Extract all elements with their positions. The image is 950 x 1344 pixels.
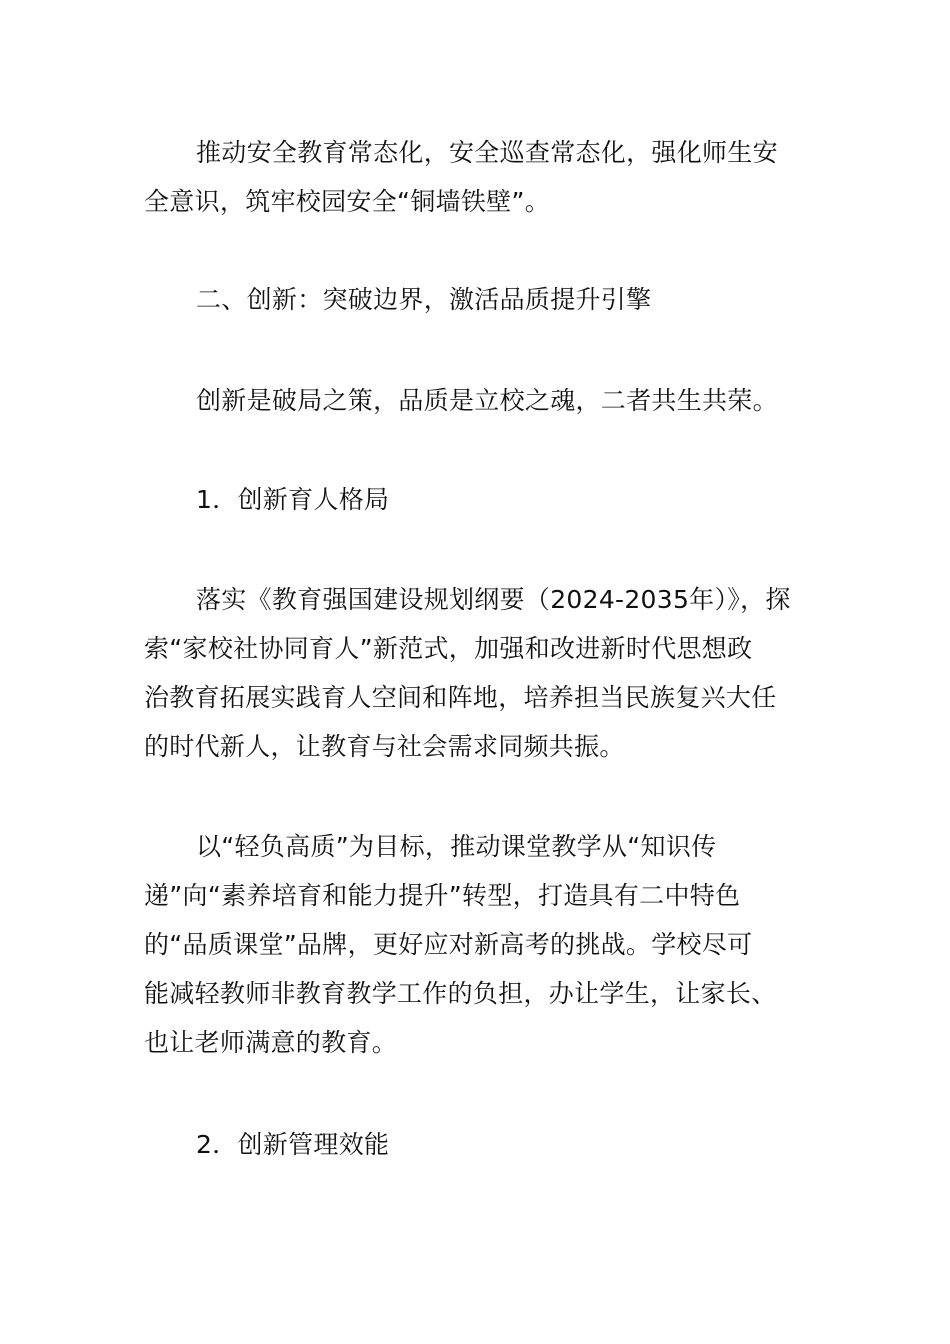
section-heading-innovation bbox=[144, 275, 808, 324]
paragraph-line: 递”向“素养培育和能力提升”转型，打造具有二中特色 bbox=[144, 881, 741, 910]
paragraph-quality-classroom bbox=[144, 822, 808, 1067]
paragraph-line: 落实《教育强国建设规划纲要（2024-2035年）》，探 bbox=[196, 585, 791, 614]
paragraph-line: 索“家校社协同育人”新范式，加强和改进新时代思想政 bbox=[144, 634, 753, 663]
paragraph-education-plan bbox=[144, 575, 808, 771]
heading-line: 2．创新管理效能 bbox=[196, 1130, 390, 1159]
paragraph-line: 也让老师满意的教育。 bbox=[144, 1028, 398, 1057]
paragraph-line: 的时代新人，让教育与社会需求同频共振。 bbox=[144, 732, 625, 761]
paragraph-line: 以“轻负高质”为目标，推动课堂教学从“知识传 bbox=[196, 832, 717, 861]
paragraph-line: 能减轻教师非教育教学工作的负担，办让学生，让家长、 bbox=[144, 979, 777, 1008]
subheading-management-efficiency bbox=[144, 1120, 808, 1169]
paragraph-line: 的“品质课堂”品牌，更好应对新高考的挑战。学校尽可 bbox=[144, 930, 753, 959]
paragraph-line: 推动安全教育常态化，安全巡查常态化，强化师生安 bbox=[196, 138, 778, 167]
paragraph-innovation-intro bbox=[144, 376, 808, 425]
paragraph-line: 全意识，筑牢校园安全“铜墙铁壁”。 bbox=[144, 187, 551, 216]
paragraph-line: 创新是破局之策，品质是立校之魂，二者共生共荣。 bbox=[196, 386, 778, 415]
subheading-education-pattern bbox=[144, 475, 808, 524]
paragraph-line: 治教育拓展实践育人空间和阵地，培养担当民族复兴大任 bbox=[144, 683, 777, 712]
paragraph-safety bbox=[144, 128, 808, 226]
heading-line: 二、创新：突破边界，激活品质提升引擎 bbox=[196, 285, 652, 314]
heading-line: 1．创新育人格局 bbox=[196, 485, 390, 514]
